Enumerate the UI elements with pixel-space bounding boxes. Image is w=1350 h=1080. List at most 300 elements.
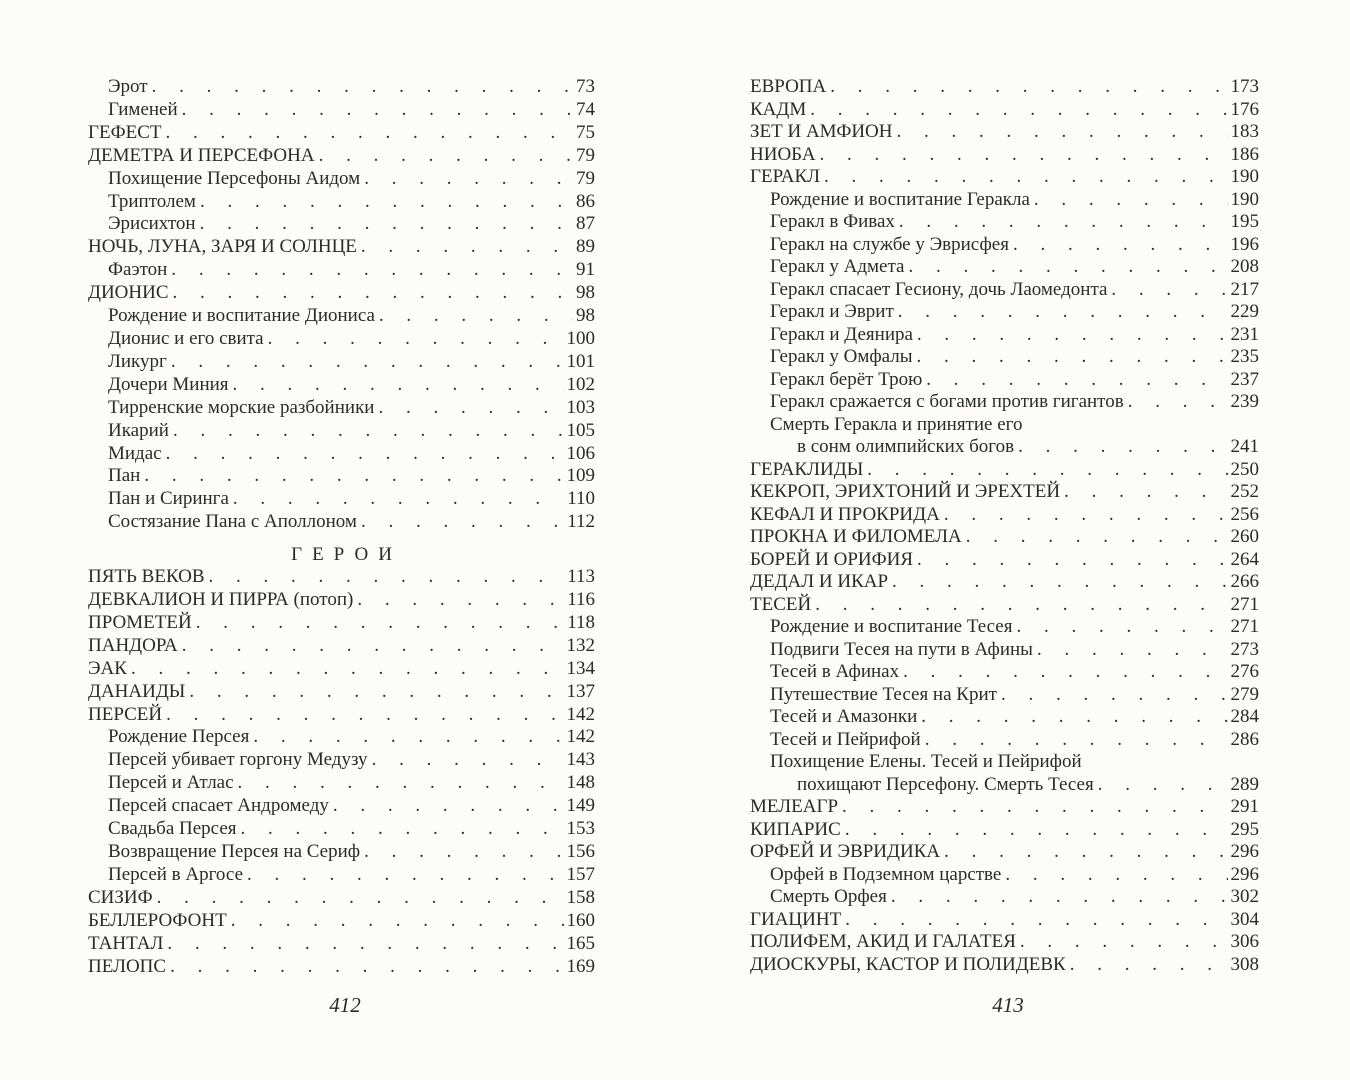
dot-leader bbox=[182, 99, 573, 122]
toc-entry-page: 250 bbox=[1230, 458, 1259, 480]
toc-entry-title: ДЕМЕТРА И ПЕРСЕФОНА bbox=[88, 144, 315, 166]
toc-entry-title: КЕФАЛ И ПРОКРИДА bbox=[750, 503, 940, 525]
dot-leader bbox=[253, 726, 563, 749]
toc-entry bbox=[750, 504, 1259, 527]
dot-leader bbox=[1001, 684, 1228, 707]
dot-leader bbox=[1013, 234, 1228, 257]
toc-entry-page: 91 bbox=[576, 259, 595, 281]
toc-entry-title: ДЕДАЛ И ИКАР bbox=[750, 571, 889, 592]
toc-entry-title: БЕЛЛЕРОФОНТ bbox=[88, 909, 227, 931]
toc-entry bbox=[750, 391, 1259, 414]
toc-entry bbox=[750, 729, 1259, 752]
toc-entry-page: 284 bbox=[1230, 706, 1259, 727]
dot-leader bbox=[170, 956, 563, 979]
toc-entry bbox=[88, 818, 595, 841]
dot-leader bbox=[379, 305, 573, 328]
toc-entry-page: 156 bbox=[566, 841, 595, 862]
toc-entry-page: 86 bbox=[576, 190, 595, 212]
toc-entry-page: 87 bbox=[576, 213, 595, 235]
dot-leader bbox=[361, 236, 573, 259]
dot-leader bbox=[357, 589, 564, 612]
toc-entry-title: ЕВРОПА bbox=[750, 76, 827, 97]
toc-entry-title: Рождение и воспитание Тесея bbox=[770, 616, 1013, 637]
toc-entry-title: Путешествие Тесея на Крит bbox=[770, 683, 997, 705]
toc-entry-page: 112 bbox=[567, 511, 595, 533]
toc-entry-page: 286 bbox=[1230, 728, 1259, 750]
toc-entry bbox=[88, 658, 595, 681]
dot-leader bbox=[845, 819, 1228, 842]
toc-entry bbox=[88, 76, 595, 99]
toc-entry bbox=[88, 328, 595, 351]
dot-leader bbox=[898, 301, 1228, 324]
toc-entry-page: 260 bbox=[1230, 526, 1259, 547]
dot-leader bbox=[171, 259, 573, 282]
dot-leader bbox=[144, 465, 563, 488]
toc-entry-page: 256 bbox=[1230, 503, 1259, 525]
toc-entry-title: ГЕРАКЛИДЫ bbox=[750, 458, 864, 480]
toc-entry-page: 132 bbox=[566, 634, 595, 656]
dot-leader bbox=[867, 459, 1227, 482]
dot-leader bbox=[1005, 864, 1227, 887]
page-number-left: 412 bbox=[329, 993, 361, 1017]
toc-entry bbox=[750, 774, 1259, 797]
toc-entry bbox=[750, 324, 1259, 347]
toc-entry-title: ДЕВКАЛИОН И ПИРРА (потоп) bbox=[88, 589, 354, 611]
toc-entry-page: 196 bbox=[1230, 233, 1259, 255]
toc-entry-page: 266 bbox=[1230, 571, 1259, 592]
toc-entry-page: 73 bbox=[576, 76, 595, 97]
dot-leader bbox=[1018, 436, 1227, 459]
toc-entry bbox=[750, 526, 1259, 549]
dot-leader bbox=[908, 256, 1227, 279]
toc-entry-page: 271 bbox=[1230, 593, 1259, 615]
dot-leader bbox=[152, 76, 573, 99]
toc-entry bbox=[88, 933, 595, 956]
toc-entry bbox=[88, 726, 595, 749]
toc-entry bbox=[88, 282, 595, 305]
toc-entry bbox=[88, 887, 595, 910]
toc-entry-title: похищают Персефону. Смерть Тесея bbox=[797, 773, 1094, 795]
toc-entry-page: 239 bbox=[1230, 391, 1259, 412]
toc-entry-title: ПАНДОРА bbox=[88, 634, 178, 656]
dot-leader bbox=[903, 661, 1227, 684]
toc-entry-page: 102 bbox=[566, 373, 595, 395]
toc-entry-title: Тесей в Афинах bbox=[770, 661, 900, 682]
toc-entry bbox=[750, 571, 1259, 594]
toc-entry-page: 273 bbox=[1230, 638, 1259, 660]
toc-entry bbox=[88, 351, 595, 374]
toc-entry-title: ПРОМЕТЕЙ bbox=[88, 611, 192, 633]
toc-entry-title: Геракл и Эврит bbox=[770, 301, 894, 322]
toc-entry-page: 106 bbox=[566, 442, 595, 464]
dot-leader bbox=[1070, 954, 1228, 977]
toc-entry bbox=[88, 795, 595, 818]
dot-leader bbox=[247, 864, 563, 887]
toc-entry-page: 291 bbox=[1230, 796, 1259, 817]
dot-leader bbox=[1128, 391, 1228, 414]
toc-entry bbox=[750, 819, 1259, 842]
toc-entry bbox=[750, 751, 1259, 774]
toc-entry-page: 103 bbox=[566, 396, 595, 418]
dot-leader bbox=[200, 191, 573, 214]
dot-leader bbox=[824, 166, 1227, 189]
toc-entry bbox=[88, 488, 595, 511]
toc-entry bbox=[88, 635, 595, 658]
dot-leader bbox=[891, 886, 1228, 909]
toc-entry bbox=[88, 864, 595, 887]
toc-entry-page: 105 bbox=[566, 419, 595, 441]
toc-entry-title: Ликург bbox=[108, 350, 167, 372]
toc-entry-title: НОЧЬ, ЛУНА, ЗАРЯ И СОЛНЦЕ bbox=[88, 236, 357, 258]
toc-entry-title: ОРФЕЙ И ЭВРИДИКА bbox=[750, 841, 941, 862]
toc-entry bbox=[750, 954, 1259, 977]
dot-leader bbox=[1098, 774, 1228, 797]
toc-entry-page: 302 bbox=[1230, 886, 1259, 907]
page-number-right: 413 bbox=[992, 993, 1024, 1017]
toc-entry-page: 195 bbox=[1230, 211, 1259, 232]
toc-entry-page: 235 bbox=[1230, 346, 1259, 367]
toc-entry-title: Икарий bbox=[108, 419, 169, 441]
toc-entry-title: Подвиги Тесея на пути в Афины bbox=[770, 638, 1033, 660]
toc-entry-title: ЭАК bbox=[88, 657, 127, 679]
toc-entry-title: в сонм олимпийских богов bbox=[797, 436, 1015, 457]
toc-entry-title: Возвращение Персея на Сериф bbox=[108, 841, 361, 862]
toc-entry-page: 252 bbox=[1230, 481, 1259, 502]
dot-leader bbox=[238, 772, 564, 795]
toc-entry-page: 296 bbox=[1230, 863, 1259, 885]
toc-entry bbox=[88, 213, 595, 236]
toc-entry-page: 74 bbox=[576, 98, 595, 120]
toc-entry bbox=[750, 436, 1259, 459]
toc-entry-title: Геракл сражается с богами против гигантов bbox=[770, 391, 1124, 412]
toc-entry-page: 148 bbox=[566, 772, 595, 794]
toc-entry-title: Триптолем bbox=[108, 190, 196, 212]
toc-entry-page: 264 bbox=[1230, 548, 1259, 570]
toc-entry bbox=[750, 279, 1259, 302]
dot-leader bbox=[1037, 639, 1228, 662]
toc-entry-title: СИЗИФ bbox=[88, 886, 153, 908]
dot-leader bbox=[926, 369, 1227, 392]
toc-entry-title: КАДМ bbox=[750, 98, 807, 120]
dot-leader bbox=[171, 351, 564, 374]
toc-entry bbox=[88, 910, 595, 933]
toc-entry-title: Пан bbox=[108, 465, 141, 487]
dot-leader bbox=[845, 909, 1227, 932]
toc-entry-title: Состязание Пана с Аполлоном bbox=[108, 511, 357, 533]
toc-entry bbox=[750, 886, 1259, 909]
dot-leader bbox=[361, 511, 564, 534]
dot-leader bbox=[842, 796, 1227, 819]
toc-entry-title: Персей в Аргосе bbox=[108, 863, 244, 885]
toc-entry-page: 160 bbox=[566, 909, 595, 931]
toc-entry bbox=[88, 191, 595, 214]
toc-entry-title: Персей спасает Андромеду bbox=[108, 795, 329, 817]
dot-leader bbox=[189, 681, 563, 704]
toc-entry bbox=[88, 420, 595, 443]
toc-entry-page: 142 bbox=[566, 726, 595, 748]
toc-entry-title: Персей и Атлас bbox=[108, 772, 234, 794]
toc-entry-title: Рождение и воспитание Геракла bbox=[770, 188, 1030, 210]
toc-entry bbox=[750, 414, 1259, 437]
dot-leader bbox=[233, 488, 564, 511]
toc-entry-page: 304 bbox=[1230, 908, 1259, 930]
toc-entry-page: 101 bbox=[566, 350, 595, 372]
toc-entry-title: Свадьба Персея bbox=[108, 818, 237, 840]
toc-entry-title: Геракл в Фивах bbox=[770, 211, 895, 232]
toc-entry bbox=[88, 168, 595, 191]
toc-entry bbox=[88, 511, 595, 534]
dot-leader bbox=[917, 324, 1228, 347]
dot-leader bbox=[966, 526, 1228, 549]
toc-entry-page: 296 bbox=[1230, 841, 1259, 862]
toc-entry bbox=[88, 772, 595, 795]
toc-entry-title: Тесей и Пейрифой bbox=[770, 728, 921, 750]
toc-entry-page: 231 bbox=[1230, 323, 1259, 345]
dot-leader bbox=[899, 211, 1228, 234]
toc-entry bbox=[88, 566, 595, 589]
toc-entry bbox=[750, 481, 1259, 504]
toc-entry bbox=[88, 99, 595, 122]
dot-leader bbox=[268, 328, 564, 351]
toc-entry-title: Смерть Орфея bbox=[770, 886, 887, 907]
toc-entry-page: 116 bbox=[567, 589, 595, 611]
toc-entry bbox=[750, 661, 1259, 684]
toc-entry bbox=[88, 589, 595, 612]
toc-entry-title: Тирренские морские разбойники bbox=[108, 396, 375, 418]
toc-entry-title: ЗЕТ И АМФИОН bbox=[750, 121, 893, 142]
toc-entry-title: ПЕЛОПС bbox=[88, 955, 167, 977]
toc-column-left bbox=[88, 76, 595, 978]
dot-leader bbox=[166, 704, 563, 727]
dot-leader bbox=[166, 443, 564, 466]
toc-entry-title: КИПАРИС bbox=[750, 818, 841, 840]
toc-entry bbox=[750, 256, 1259, 279]
toc-entry bbox=[88, 397, 595, 420]
toc-entry-title: Дионис и его свита bbox=[108, 327, 264, 349]
toc-entry-title: МЕЛЕАГР bbox=[750, 796, 839, 817]
toc-entry-page: 79 bbox=[576, 144, 595, 166]
toc-entry-title: Дочери Миния bbox=[108, 373, 229, 395]
dot-leader bbox=[319, 145, 573, 168]
toc-entry bbox=[750, 144, 1259, 167]
toc-entry bbox=[88, 749, 595, 772]
toc-entry-title: Похищение Елены. Тесей и Пейрифой bbox=[770, 751, 1082, 772]
toc-entry-title: Геракл у Адмета bbox=[770, 256, 905, 277]
dot-leader bbox=[1064, 481, 1227, 504]
toc-entry-title: Смерть Геракла и принятие его bbox=[770, 413, 1023, 435]
toc-entry bbox=[750, 549, 1259, 572]
toc-entry-page: 217 bbox=[1230, 278, 1259, 300]
toc-entry-page: 306 bbox=[1230, 931, 1259, 952]
toc-entry-page: 110 bbox=[567, 488, 595, 510]
dot-leader bbox=[1034, 189, 1228, 212]
toc-entry-page: 190 bbox=[1230, 188, 1259, 210]
toc-entry-title: Геракл спасает Гесиону, дочь Лаомедонта bbox=[770, 278, 1108, 300]
toc-entry-title: Геракл и Деянира bbox=[770, 323, 913, 345]
toc-entry bbox=[88, 443, 595, 466]
toc-entry-page: 271 bbox=[1230, 616, 1259, 637]
toc-entry bbox=[750, 166, 1259, 189]
toc-entry bbox=[750, 616, 1259, 639]
dot-leader bbox=[897, 121, 1228, 144]
toc-entry-title: ПРОКНА И ФИЛОМЕЛА bbox=[750, 526, 962, 547]
section-heading: ГЕРОИ bbox=[291, 544, 402, 566]
toc-entry-title: Геракл берёт Трою bbox=[770, 368, 923, 390]
toc-entry-title: ТАНТАЛ bbox=[88, 932, 164, 954]
toc-entry-page: 229 bbox=[1230, 301, 1259, 322]
toc-column-right bbox=[750, 76, 1259, 976]
toc-entry-title: Мидас bbox=[108, 442, 162, 464]
toc-entry-page: 142 bbox=[566, 703, 595, 725]
toc-entry bbox=[88, 236, 595, 259]
toc-entry-page: 237 bbox=[1230, 368, 1259, 390]
toc-entry-page: 118 bbox=[567, 611, 595, 633]
toc-entry bbox=[88, 956, 595, 979]
toc-entry-title: Рождение и воспитание Диониса bbox=[108, 305, 375, 327]
dot-leader bbox=[231, 910, 564, 933]
dot-leader bbox=[200, 213, 573, 236]
dot-leader bbox=[1111, 279, 1227, 302]
dot-leader bbox=[372, 749, 564, 772]
toc-entry-title: КЕКРОП, ЭРИХТОНИЙ И ЭРЕХТЕЙ bbox=[750, 481, 1061, 502]
toc-entry bbox=[88, 122, 595, 145]
toc-entry bbox=[88, 704, 595, 727]
toc-entry bbox=[750, 459, 1259, 482]
toc-entry-page: 183 bbox=[1230, 121, 1259, 142]
toc-entry-title: ДИОСКУРЫ, КАСТОР И ПОЛИДЕВК bbox=[750, 953, 1066, 975]
toc-entry bbox=[88, 145, 595, 168]
toc-entry-title: ПЯТЬ ВЕКОВ bbox=[88, 566, 205, 588]
toc-entry-page: 100 bbox=[566, 327, 595, 349]
toc-entry bbox=[88, 465, 595, 488]
toc-entry bbox=[88, 612, 595, 635]
toc-entry bbox=[750, 76, 1259, 99]
toc-entry-page: 186 bbox=[1230, 143, 1259, 165]
toc-entry bbox=[88, 305, 595, 328]
dot-leader bbox=[173, 420, 564, 443]
toc-entry-title: Геракл на службе у Эврисфея bbox=[770, 233, 1009, 255]
toc-entry bbox=[88, 681, 595, 704]
toc-entry bbox=[88, 259, 595, 282]
toc-entry-title: Тесей и Амазонки bbox=[770, 706, 918, 727]
toc-entry-title: Орфей в Подземном царстве bbox=[770, 863, 1002, 885]
toc-entry-title: ГЕФЕСТ bbox=[88, 121, 162, 143]
toc-entry-page: 113 bbox=[567, 566, 595, 588]
toc-entry-title: ТЕСЕЙ bbox=[750, 593, 812, 615]
toc-entry bbox=[750, 931, 1259, 954]
dot-leader bbox=[333, 795, 564, 818]
dot-leader bbox=[944, 504, 1228, 527]
toc-entry-page: 295 bbox=[1230, 818, 1259, 840]
toc-entry bbox=[750, 99, 1259, 122]
toc-entry-title: ДАНАИДЫ bbox=[88, 680, 186, 702]
dot-leader bbox=[233, 374, 564, 397]
toc-entry bbox=[750, 211, 1259, 234]
toc-entry-title: Фаэтон bbox=[108, 259, 168, 281]
dot-leader bbox=[917, 346, 1228, 369]
dot-leader bbox=[917, 549, 1227, 572]
toc-entry-page: 169 bbox=[566, 955, 595, 977]
toc-entry-title: НИОБА bbox=[750, 143, 816, 165]
toc-entry bbox=[750, 234, 1259, 257]
toc-entry bbox=[750, 121, 1259, 144]
dot-leader bbox=[157, 887, 564, 910]
toc-entry-title: ПОЛИФЕМ, АКИД И ГАЛАТЕЯ bbox=[750, 931, 1016, 952]
toc-entry-title: Персей убивает горгону Медузу bbox=[108, 749, 368, 771]
dot-leader bbox=[378, 397, 563, 420]
toc-entry bbox=[750, 639, 1259, 662]
toc-entry-page: 137 bbox=[566, 680, 595, 702]
dot-leader bbox=[1020, 931, 1228, 954]
toc-entry-title: Эрот bbox=[108, 76, 148, 97]
toc-entry bbox=[88, 841, 595, 864]
dot-leader bbox=[1016, 616, 1227, 639]
toc-entry-page: 109 bbox=[566, 465, 595, 487]
toc-entry-title: Гименей bbox=[108, 98, 178, 120]
toc-entry bbox=[750, 684, 1259, 707]
toc-entry-page: 276 bbox=[1230, 661, 1259, 682]
dot-leader bbox=[944, 841, 1227, 864]
toc-entry-page: 79 bbox=[576, 167, 595, 189]
toc-entry-page: 98 bbox=[576, 282, 595, 304]
toc-entry-page: 308 bbox=[1230, 953, 1259, 975]
dot-leader bbox=[364, 168, 573, 191]
dot-leader bbox=[892, 571, 1227, 594]
toc-entry-page: 279 bbox=[1230, 683, 1259, 705]
toc-entry-page: 241 bbox=[1230, 436, 1259, 457]
toc-entry bbox=[750, 841, 1259, 864]
toc-entry-title: БОРЕЙ И ОРИФИЯ bbox=[750, 548, 914, 570]
toc-entry-title: Рождение Персея bbox=[108, 726, 250, 748]
toc-entry-page: 176 bbox=[1230, 98, 1259, 120]
toc-entry bbox=[750, 189, 1259, 212]
dot-leader bbox=[241, 818, 564, 841]
toc-entry-page: 143 bbox=[566, 749, 595, 771]
toc-entry-page: 89 bbox=[576, 236, 595, 258]
dot-leader bbox=[209, 566, 565, 589]
toc-entry-title: ДИОНИС bbox=[88, 282, 169, 304]
toc-entry bbox=[88, 374, 595, 397]
toc-entry-page: 75 bbox=[576, 121, 595, 143]
toc-entry-title: ПЕРСЕЙ bbox=[88, 703, 163, 725]
toc-entry bbox=[750, 706, 1259, 729]
toc-entry bbox=[750, 301, 1259, 324]
toc-entry-page: 157 bbox=[566, 863, 595, 885]
toc-entry-page: 98 bbox=[576, 305, 595, 327]
dot-leader bbox=[925, 729, 1228, 752]
toc-entry-page: 190 bbox=[1230, 166, 1259, 187]
dot-leader bbox=[166, 122, 574, 145]
dot-leader bbox=[815, 594, 1227, 617]
toc-entry-title: ГЕРАКЛ bbox=[750, 166, 821, 187]
dot-leader bbox=[196, 612, 565, 635]
toc-entry-title: Пан и Сиринга bbox=[108, 488, 229, 510]
dot-leader bbox=[364, 841, 563, 864]
toc-entry-page: 173 bbox=[1230, 76, 1259, 97]
toc-entry-page: 158 bbox=[566, 886, 595, 908]
toc-entry bbox=[750, 369, 1259, 392]
toc-entry-title: Эрисихтон bbox=[108, 213, 196, 235]
toc-entry bbox=[750, 796, 1259, 819]
dot-leader bbox=[131, 658, 564, 681]
dot-leader bbox=[830, 76, 1227, 99]
toc-entry bbox=[750, 346, 1259, 369]
dot-leader bbox=[182, 635, 564, 658]
toc-entry-page: 165 bbox=[566, 932, 595, 954]
toc-entry-title: Геракл у Омфалы bbox=[770, 346, 913, 367]
dot-leader bbox=[921, 706, 1227, 729]
toc-entry bbox=[750, 864, 1259, 887]
